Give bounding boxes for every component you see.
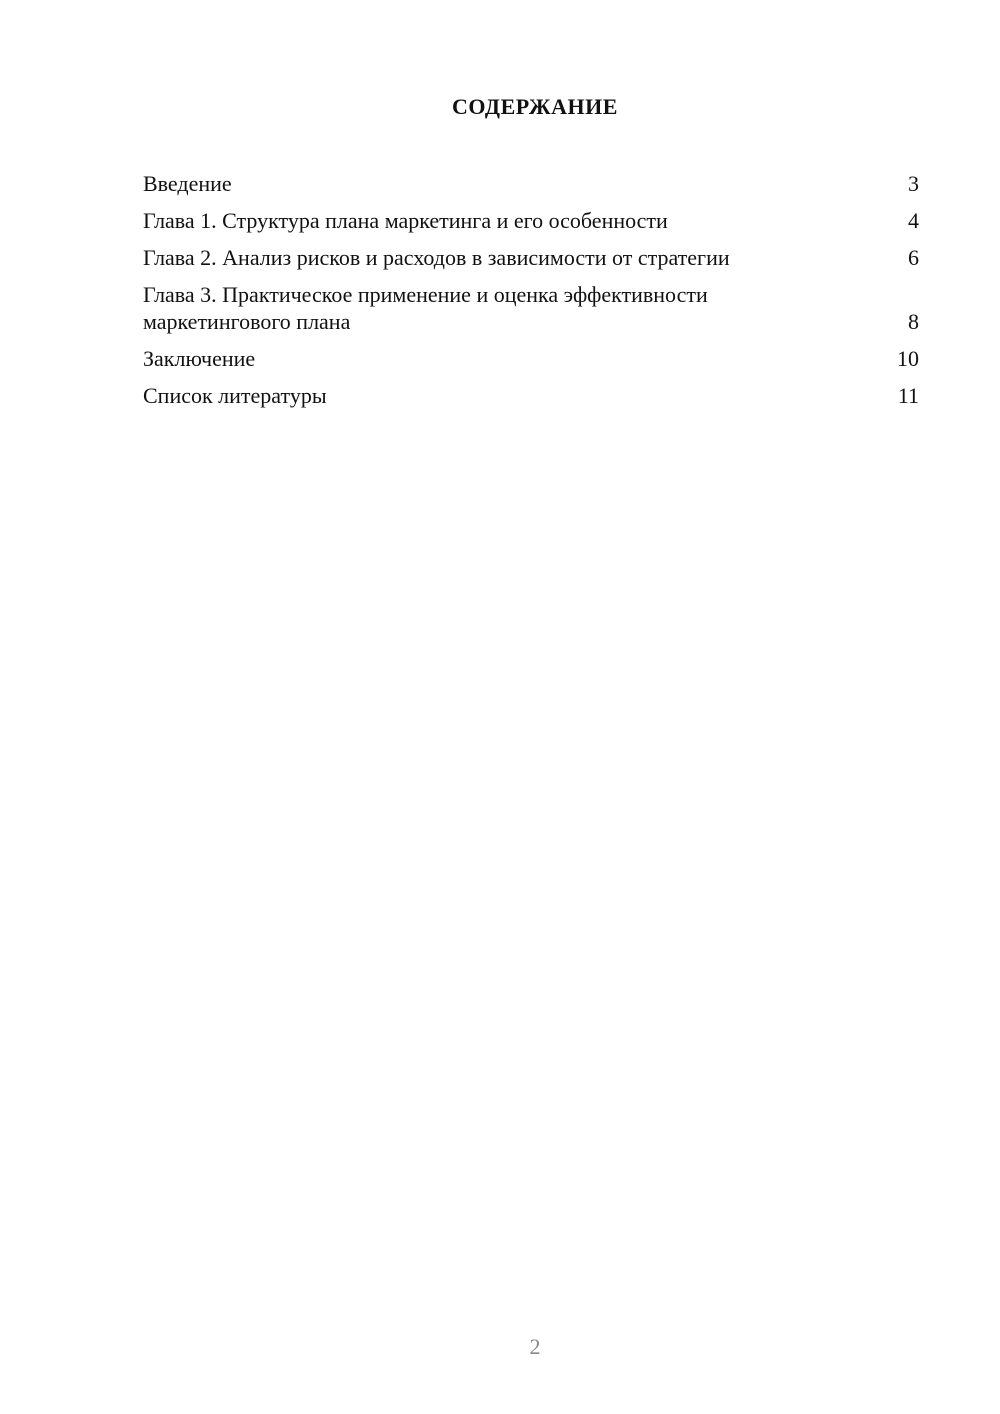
toc-entry-references xyxy=(143,382,919,409)
toc-entry-title-line: Заключение xyxy=(143,346,256,371)
toc-entry-page-number: 4 xyxy=(908,208,919,233)
toc-entry-title xyxy=(143,281,908,335)
toc-entry-title-line: маркетингового плана xyxy=(143,309,351,334)
toc-entry-conclusion xyxy=(143,345,919,372)
toc-entry-page-number: 11 xyxy=(897,383,919,408)
page-title: СОДЕРЖАНИЕ xyxy=(452,94,618,119)
toc-entry-title-line: Глава 2. Анализ рисков и расходов в зависимости от стратегии xyxy=(143,245,730,270)
toc-entry-title-line: Список литературы xyxy=(143,383,327,408)
table-of-contents xyxy=(143,170,919,419)
toc-entry-chapter-2 xyxy=(143,244,919,271)
page-number: 2 xyxy=(529,1334,541,1359)
toc-entry-title xyxy=(143,345,897,372)
toc-entry-chapter-1 xyxy=(143,207,919,234)
toc-entry-title-line: Глава 1. Структура плана маркетинга и его особенности xyxy=(143,208,668,233)
toc-entry-page-number: 8 xyxy=(908,309,919,334)
toc-entry-title xyxy=(143,207,908,234)
toc-entry-introduction xyxy=(143,170,919,197)
toc-entry-chapter-3 xyxy=(143,281,919,335)
toc-entry-title xyxy=(143,170,908,197)
toc-entry-page-number: 6 xyxy=(908,245,919,270)
toc-entry-page-number: 3 xyxy=(908,171,919,196)
toc-entry-title-line: Глава 3. Практическое применение и оценка эффективности xyxy=(143,282,708,307)
toc-entry-title-line: Введение xyxy=(143,171,232,196)
toc-entry-title xyxy=(143,244,908,271)
toc-entry-title xyxy=(143,382,898,409)
toc-entry-page-number: 10 xyxy=(897,346,919,371)
